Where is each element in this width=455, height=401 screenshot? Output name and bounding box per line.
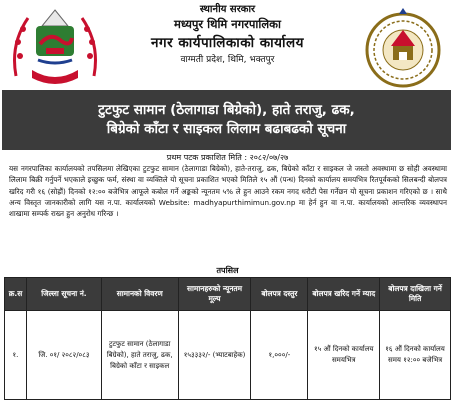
col-submission-date-header: बोलपत्र दाखिला गर्ने मिति	[380, 278, 451, 311]
cell-notice-number: जि. ०१/ २०८२/०८३	[26, 311, 101, 400]
col-purchase-deadline-header: बोलपत्र खरिद गर्ने म्याद	[308, 278, 380, 311]
col-bid-fee-header: बोलपत्र दस्तुर	[251, 278, 308, 311]
notice-body-text: यस नगरपालिका कार्यालयको तपसिलमा लेखिएका टुटफुट सामान (ठेलागाडा बिग्रेको), हाते-तराजु, ढक, बिग्रेको काँटा र साइकल जे जस्तो अवस्थामा छ सोही अवस्थामा लिलाम बिक्री गर्नुपर्ने भएकाले इच्छुक फर्म, संस्था वा व्यक्तिले यो सूचना प्रकाशित भएको मितिले १५ औं (पन्ध) दिनको कार्यालय समयभित्र रितपूर्वकको सिलबन्दी बोलपत्र खरिद गरी १६ (सोह्रौं) दिनको १२:०० बजेभित्र आफूले कबोल गर्ने अङ्कको न्यूनतम ५% ले हुन आउने रकम नगद धरौटी पेस गर्नेछन यो सूचना प्रकाशन गरिएको छ । साथै अन्य विस्तृत जानकारीको लागि यस न.पा. कार्यालयको Website: madhyapurthimimun.gov.np मा हेर्न हुन वा न.पा. कार्यालयको आन्तरिक व्यवस्थापन शाखामा सम्पर्क राख्न हुन अनुरोध गरिन्छ ।	[9, 164, 447, 219]
col-notice-number-header: जिल्ला सूचना नं.	[26, 278, 101, 311]
cell-submission-date: १६ औं दिनको कार्यालय समय १२:०० बजेभित्र	[380, 311, 451, 400]
notice-title-banner	[2, 90, 451, 150]
details-table	[4, 277, 451, 400]
header	[100, 3, 355, 67]
col-serial-header: क्र.स	[5, 278, 27, 311]
notice-title-line-2: बिग्रेको काँटा र साइकल लिलाम बढाबढको सूचना	[106, 121, 347, 137]
table-row	[5, 311, 451, 400]
nepal-emblem-icon	[10, 4, 100, 90]
publication-date: प्रथम पटक प्रकाशित मिति : २०८२/०७/२७	[166, 153, 289, 162]
municipality-seal-icon	[363, 4, 443, 90]
notice-title-line-1: टुटफुट सामान (ठेलागाडा बिग्रेको), हाते तराजु, ढक,	[98, 102, 355, 118]
cell-minimum-price: १५३३३२/- (भ्याटबाहेक)	[178, 311, 251, 400]
col-item-description-header: सामानको विवरण	[101, 278, 178, 311]
header-address: वाग्मती प्रदेश, थिमि, भक्तपुर	[180, 55, 275, 65]
header-local-government: स्थानीय सरकार	[199, 4, 256, 15]
header-municipality-name: मध्यपुर थिमि नगरपालिका	[174, 17, 281, 31]
cell-purchase-deadline: १५ औं दिनको कार्यालय समयभित्र	[308, 311, 380, 400]
table-caption: तपसिल	[216, 266, 239, 275]
col-minimum-price-header: सामानहरुको न्यूनतम मूल्य	[178, 278, 251, 311]
cell-item-description: टुटफुट सामान (ठेलागाडा बिग्रेको), हाते तराजु, ढक, बिग्रेको काँटा र साइकल	[101, 311, 178, 400]
header-office-name: नगर कार्यपालिकाको कार्यालय	[151, 35, 304, 51]
cell-bid-fee: १,०००/-	[251, 311, 308, 400]
cell-serial: १.	[5, 311, 27, 400]
table-header-row	[5, 278, 451, 311]
